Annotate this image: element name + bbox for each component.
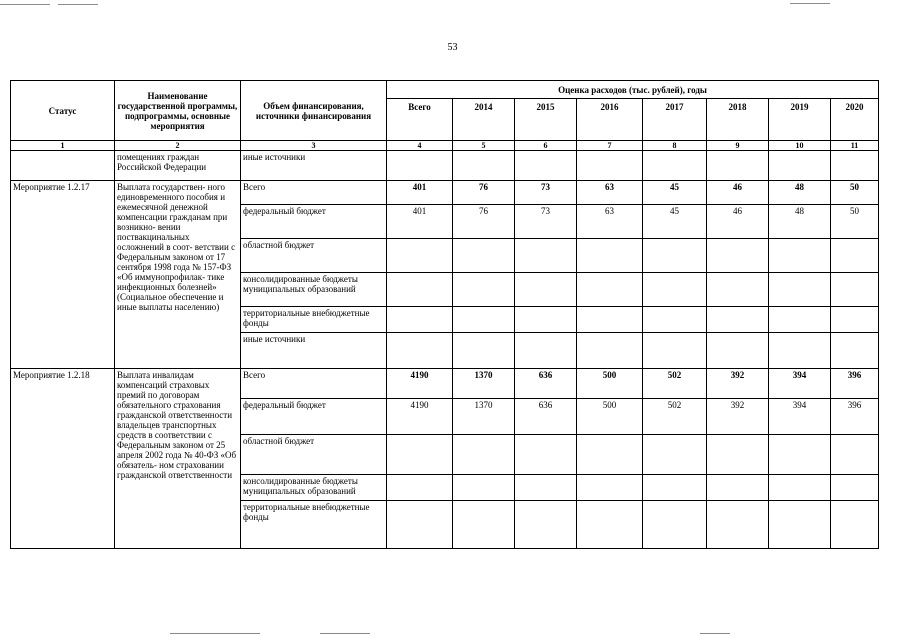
- value-year: [707, 273, 769, 307]
- record-description: Выплата инвалидам компенсаций страховых премий по договорам обязательного страхования гражданской ответственности владельцев транспортных средств в соответствии с Федеральным законом от 25 апреля 2002 года № 40-ФЗ «Об обязатель- ном страховании гражданской ответственности: [115, 369, 241, 549]
- value-year: 500: [577, 369, 643, 399]
- value-year: 500: [577, 399, 643, 435]
- value-year: 394: [769, 369, 831, 399]
- column-number: 6: [515, 141, 577, 151]
- value-year: 50: [831, 205, 879, 239]
- value-year: 1370: [453, 369, 515, 399]
- value-year: [769, 273, 831, 307]
- financing-row: [11, 369, 879, 399]
- record-status: Мероприятие 1.2.18: [11, 369, 115, 549]
- continuation-status: [11, 151, 115, 181]
- scan-artifact-bottom-left: [170, 633, 260, 634]
- value-cell: [515, 151, 577, 181]
- value-year: 73: [515, 181, 577, 205]
- value-year: [707, 501, 769, 549]
- value-year: [453, 239, 515, 273]
- value-total: [387, 273, 453, 307]
- value-year: [831, 239, 879, 273]
- value-year: [515, 435, 577, 475]
- value-cell: [577, 151, 643, 181]
- continuation-description: помещениях граждан Российской Федерации: [115, 151, 241, 181]
- value-year: [769, 435, 831, 475]
- value-year: [577, 307, 643, 333]
- value-year: [831, 501, 879, 549]
- page-number: 53: [447, 42, 458, 53]
- value-year: 63: [577, 205, 643, 239]
- funding-source: областной бюджет: [241, 239, 387, 273]
- value-total: [387, 333, 453, 369]
- value-year: [453, 273, 515, 307]
- value-year: [831, 333, 879, 369]
- scan-artifact-bottom-mid: [320, 633, 370, 634]
- header-year-2020: 2020: [831, 99, 879, 141]
- value-year: [515, 333, 577, 369]
- continuation-source: иные источники: [241, 151, 387, 181]
- value-year: 502: [643, 369, 707, 399]
- financing-row: [11, 181, 879, 205]
- value-year: 396: [831, 399, 879, 435]
- header-year-2015: 2015: [515, 99, 577, 141]
- value-year: [515, 273, 577, 307]
- value-cell: [387, 151, 453, 181]
- funding-source: федеральный бюджет: [241, 399, 387, 435]
- funding-source: областной бюджет: [241, 435, 387, 475]
- scan-artifact-top-left-2: [58, 4, 98, 5]
- value-total: [387, 239, 453, 273]
- header-volume: Объем финансирования, источники финансирования: [241, 81, 387, 141]
- value-year: [515, 307, 577, 333]
- value-year: [515, 475, 577, 501]
- value-total: [387, 435, 453, 475]
- funding-source: консолидированные бюджеты муниципальных образований: [241, 475, 387, 501]
- value-year: 636: [515, 399, 577, 435]
- value-total: 401: [387, 181, 453, 205]
- value-year: [453, 435, 515, 475]
- value-year: 76: [453, 181, 515, 205]
- column-number: 8: [643, 141, 707, 151]
- value-year: [643, 333, 707, 369]
- scan-artifact-bottom-right: [700, 633, 730, 634]
- value-year: [643, 501, 707, 549]
- funding-source: Всего: [241, 369, 387, 399]
- funding-source: консолидированные бюджеты муниципальных образований: [241, 273, 387, 307]
- funding-source: федеральный бюджет: [241, 205, 387, 239]
- value-year: [831, 273, 879, 307]
- value-year: 45: [643, 205, 707, 239]
- value-year: [453, 333, 515, 369]
- column-number: 7: [577, 141, 643, 151]
- value-year: 396: [831, 369, 879, 399]
- value-year: [831, 475, 879, 501]
- value-year: [769, 501, 831, 549]
- column-number: 9: [707, 141, 769, 151]
- scan-artifact-top-left: [0, 4, 50, 5]
- funding-source: иные источники: [241, 333, 387, 369]
- value-year: [769, 307, 831, 333]
- column-number: 1: [11, 141, 115, 151]
- value-year: 76: [453, 205, 515, 239]
- value-year: 45: [643, 181, 707, 205]
- value-year: [707, 239, 769, 273]
- header-status: Статус: [11, 81, 115, 141]
- value-year: [643, 273, 707, 307]
- value-year: 46: [707, 181, 769, 205]
- value-total: 4190: [387, 369, 453, 399]
- value-year: [643, 239, 707, 273]
- funding-source: Всего: [241, 181, 387, 205]
- value-year: [453, 501, 515, 549]
- value-year: [577, 501, 643, 549]
- header-year-2018: 2018: [707, 99, 769, 141]
- value-year: [577, 333, 643, 369]
- value-total: 401: [387, 205, 453, 239]
- scan-artifact-top-right: [790, 3, 830, 4]
- value-year: 392: [707, 399, 769, 435]
- column-number-row: [11, 141, 879, 151]
- value-cell: [707, 151, 769, 181]
- header-year-2017: 2017: [643, 99, 707, 141]
- value-year: 48: [769, 205, 831, 239]
- header-estimate: Оценка расходов (тыс. рублей), годы: [387, 81, 879, 99]
- financing-table: [10, 80, 879, 549]
- value-year: [707, 333, 769, 369]
- value-year: 394: [769, 399, 831, 435]
- value-year: [769, 333, 831, 369]
- value-year: 502: [643, 399, 707, 435]
- column-number: 5: [453, 141, 515, 151]
- value-year: 392: [707, 369, 769, 399]
- value-year: 73: [515, 205, 577, 239]
- header-year-2014: 2014: [453, 99, 515, 141]
- value-year: [707, 435, 769, 475]
- value-cell: [643, 151, 707, 181]
- value-cell: [831, 151, 879, 181]
- value-year: [643, 307, 707, 333]
- value-year: [769, 475, 831, 501]
- header-year-2016: 2016: [577, 99, 643, 141]
- column-number: 3: [241, 141, 387, 151]
- value-year: [577, 475, 643, 501]
- value-total: 4190: [387, 399, 453, 435]
- header-name: Наименование государственной программы, подпрограммы, основные мероприятия: [115, 81, 241, 141]
- header-year-total: Всего: [387, 99, 453, 141]
- column-number: 2: [115, 141, 241, 151]
- header-year-2019: 2019: [769, 99, 831, 141]
- value-year: 636: [515, 369, 577, 399]
- value-year: [643, 435, 707, 475]
- value-year: 1370: [453, 399, 515, 435]
- continuation-row: [11, 151, 879, 181]
- value-year: [515, 501, 577, 549]
- value-year: [577, 239, 643, 273]
- value-year: [707, 307, 769, 333]
- value-year: [453, 475, 515, 501]
- value-total: [387, 475, 453, 501]
- value-year: [769, 239, 831, 273]
- column-number: 10: [769, 141, 831, 151]
- table-body: [11, 151, 879, 549]
- value-year: 46: [707, 205, 769, 239]
- funding-source: территориальные внебюджетные фонды: [241, 501, 387, 549]
- value-year: [643, 475, 707, 501]
- value-year: 63: [577, 181, 643, 205]
- record-description: Выплата государствен- ного единовременного пособия и ежемесячной денежной компенсации гражданам при возникно- вении поствакцинальных осложнений в соот- ветствии с Федеральным законом от 17 сентября 1998 года № 157-ФЗ «Об иммунопрофилак- тике инфекционных болезней» (Социальное обеспечение и иные выплаты населению): [115, 181, 241, 369]
- value-year: [515, 239, 577, 273]
- value-year: [831, 435, 879, 475]
- value-total: [387, 307, 453, 333]
- value-year: 50: [831, 181, 879, 205]
- record-status: Мероприятие 1.2.17: [11, 181, 115, 369]
- value-cell: [769, 151, 831, 181]
- value-cell: [453, 151, 515, 181]
- value-year: [577, 435, 643, 475]
- column-number: 4: [387, 141, 453, 151]
- value-year: [577, 273, 643, 307]
- value-year: [707, 475, 769, 501]
- value-year: [831, 307, 879, 333]
- value-year: 48: [769, 181, 831, 205]
- column-number: 11: [831, 141, 879, 151]
- funding-source: территориальные внебюджетные фонды: [241, 307, 387, 333]
- value-year: [453, 307, 515, 333]
- value-total: [387, 501, 453, 549]
